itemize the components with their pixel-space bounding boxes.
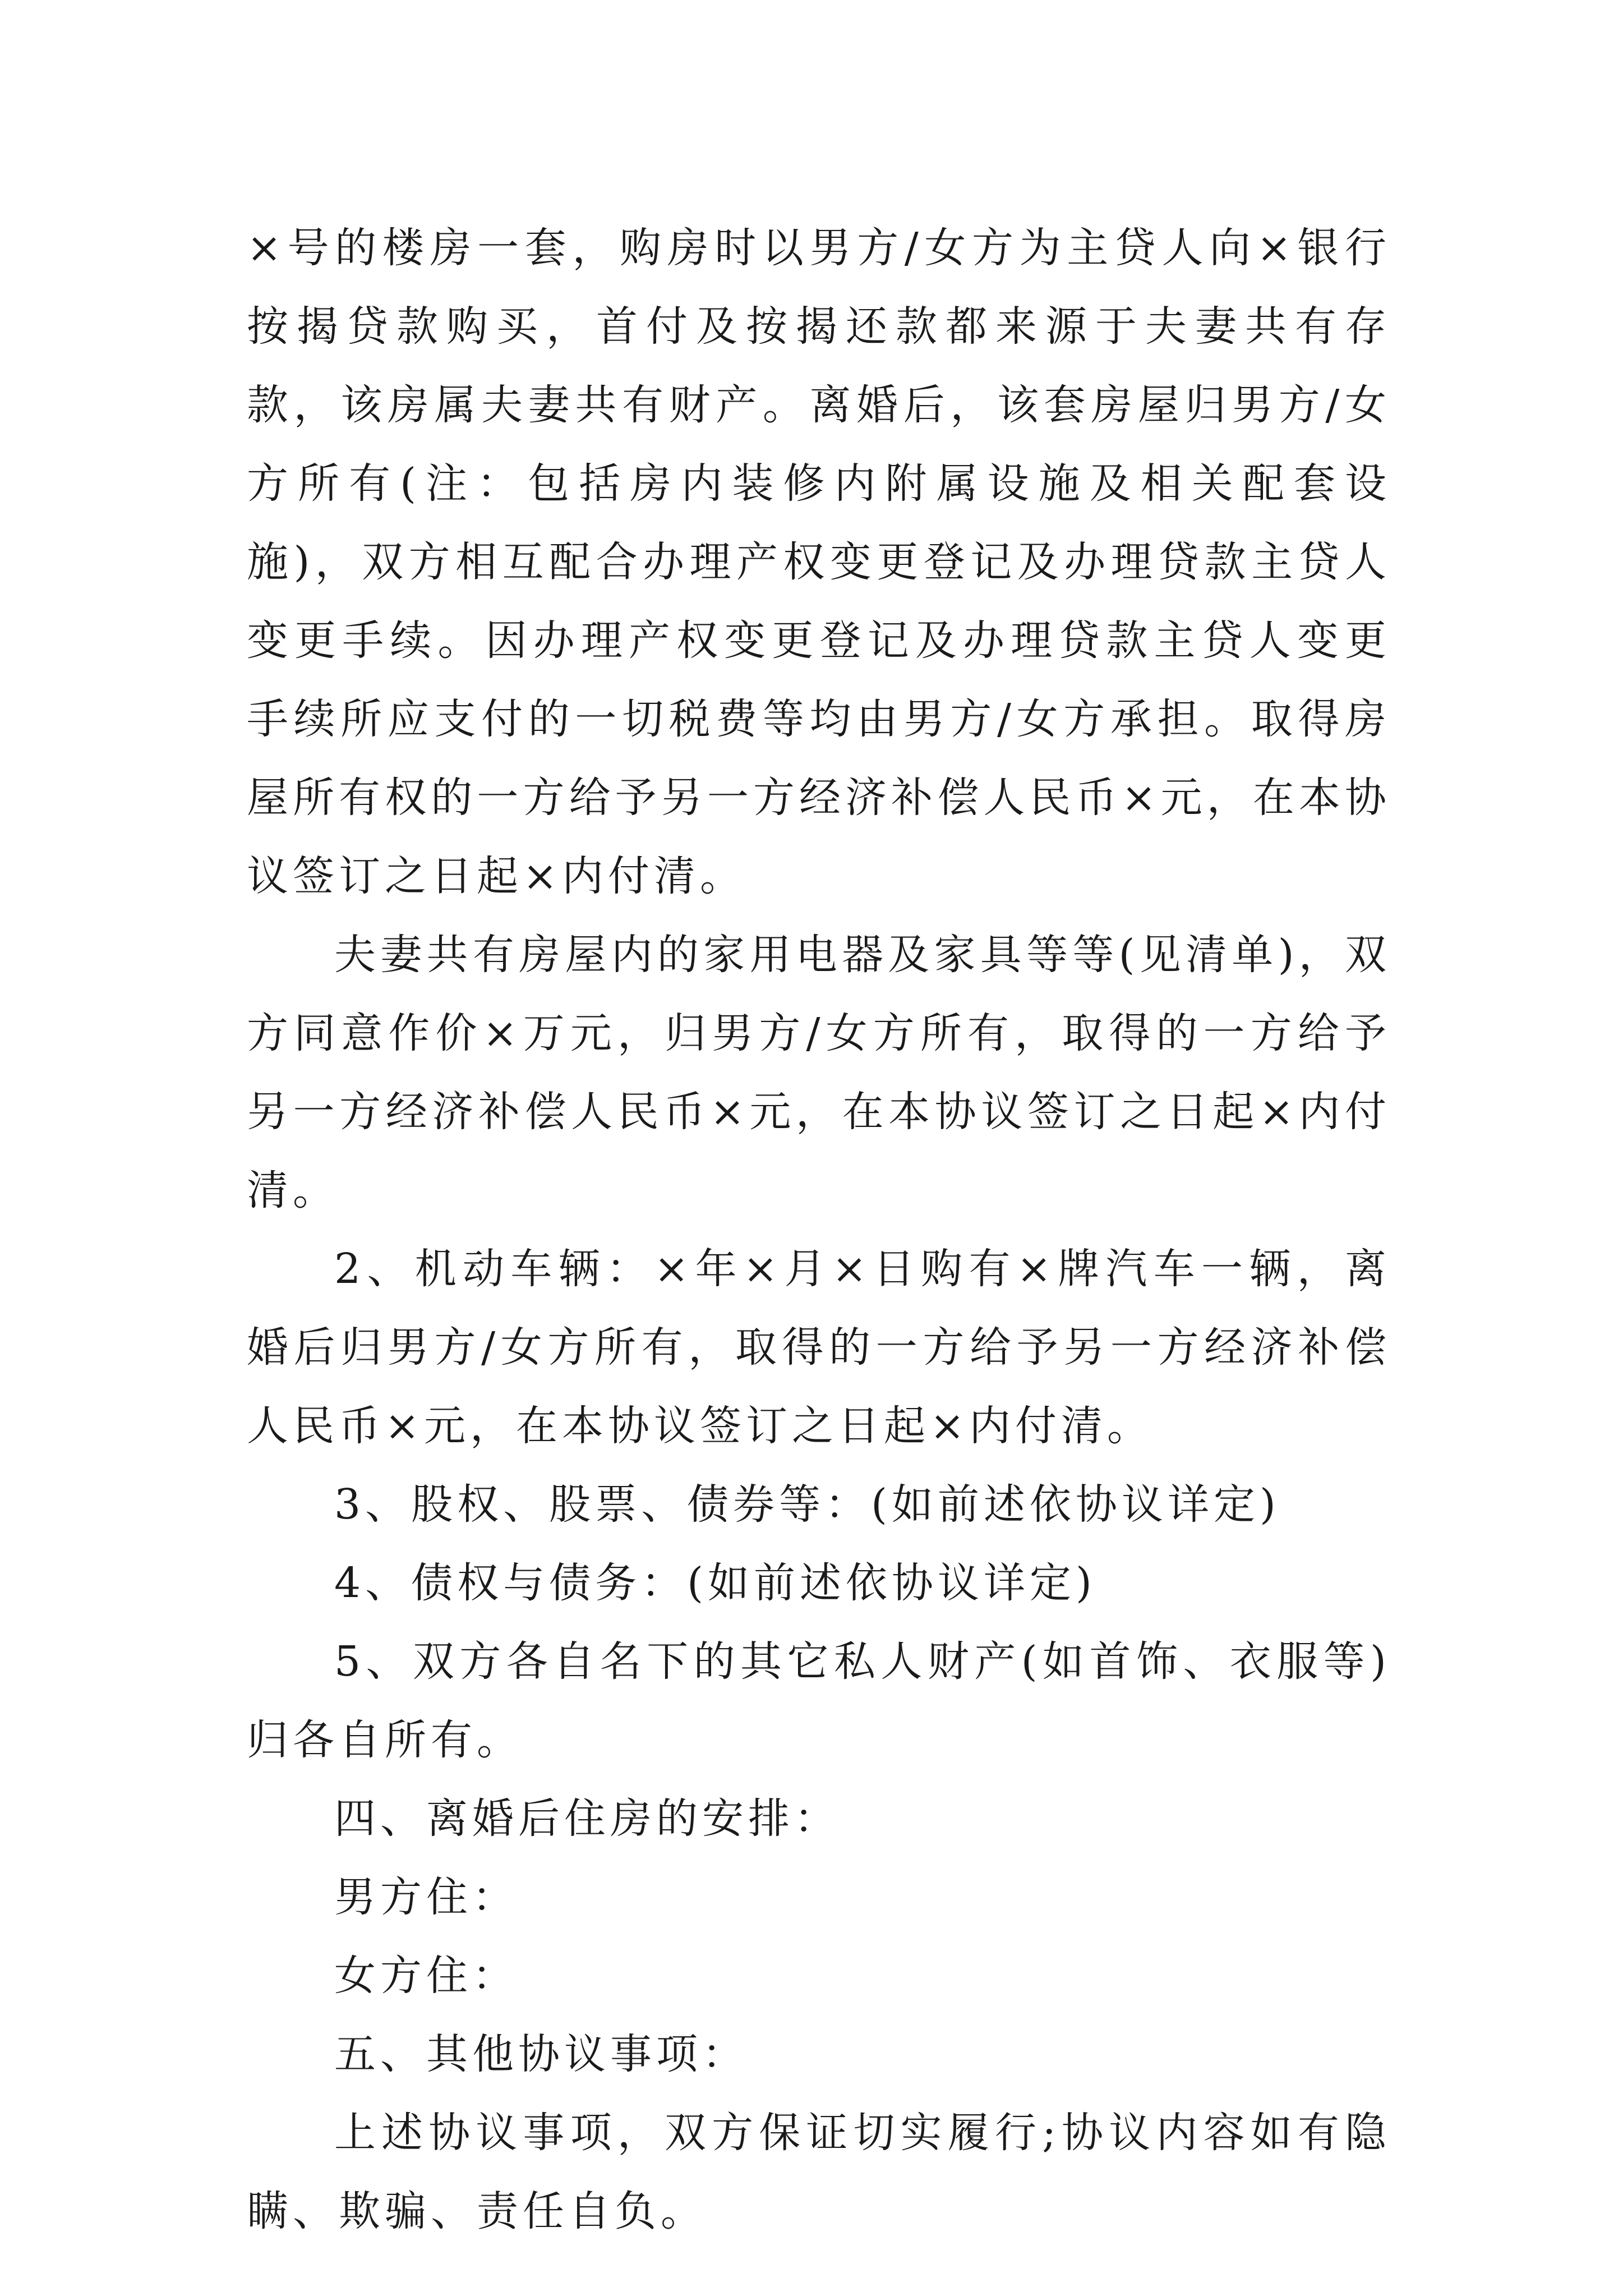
paragraph-debts: 4、债权与债务：(如前述依协议详定) — [334, 1559, 1096, 1607]
document-body — [247, 209, 1391, 2251]
paragraph-female-residence: 女方住： — [334, 1952, 518, 2000]
paragraph-household-appliances: 夫妻共有房屋内的家用电器及家具等等(见清单)，双方同意作价×万元，归男方/女方所有，取得的一方给予另一方经济补偿人民币×元，在本协议签订之日起×内付清。 — [247, 931, 1391, 1214]
paragraph-motor-vehicle: 2、机动车辆：×年×月×日购有×牌汽车一辆，离婚后归男方/女方所有，取得的一方给予另一方经济补偿人民币×元，在本协议签订之日起×内付清。 — [247, 1245, 1391, 1450]
section-heading-other: 五、其他协议事项： — [334, 2030, 748, 2078]
section-heading-housing: 四、离婚后住房的安排： — [334, 1795, 840, 1843]
paragraph-male-residence: 男方住： — [334, 1873, 518, 1921]
paragraph-guarantee: 上述协议事项，双方保证切实履行;协议内容如有隐瞒、欺骗、责任自负。 — [247, 2109, 1391, 2235]
paragraph-private-property: 5、双方各自名下的其它私人财产(如首饰、衣服等)归各自所有。 — [247, 1637, 1391, 1764]
paragraph-equity-stocks: 3、股权、股票、债券等：(如前述依协议详定) — [334, 1480, 1280, 1529]
paragraph-property-house: ×号的楼房一套，购房时以男方/女方为主贷人向×银行按揭贷款购买，首付及按揭还款都来源于夫妻共有存款，该房属夫妻共有财产。离婚后，该套房屋归男方/女方所有(注：包括房内装修内附属设施及相关配套设施)，双方相互配合办理产权变更登记及办理贷款主贷人变更手续。因办理产权变更登记及办理贷款主贷人变更手续所应支付的一切税费等均由男方/女方承担。取得房屋所有权的一方给予另一方经济补偿人民币×元，在本协议签订之日起×内付清。 — [247, 224, 1391, 900]
